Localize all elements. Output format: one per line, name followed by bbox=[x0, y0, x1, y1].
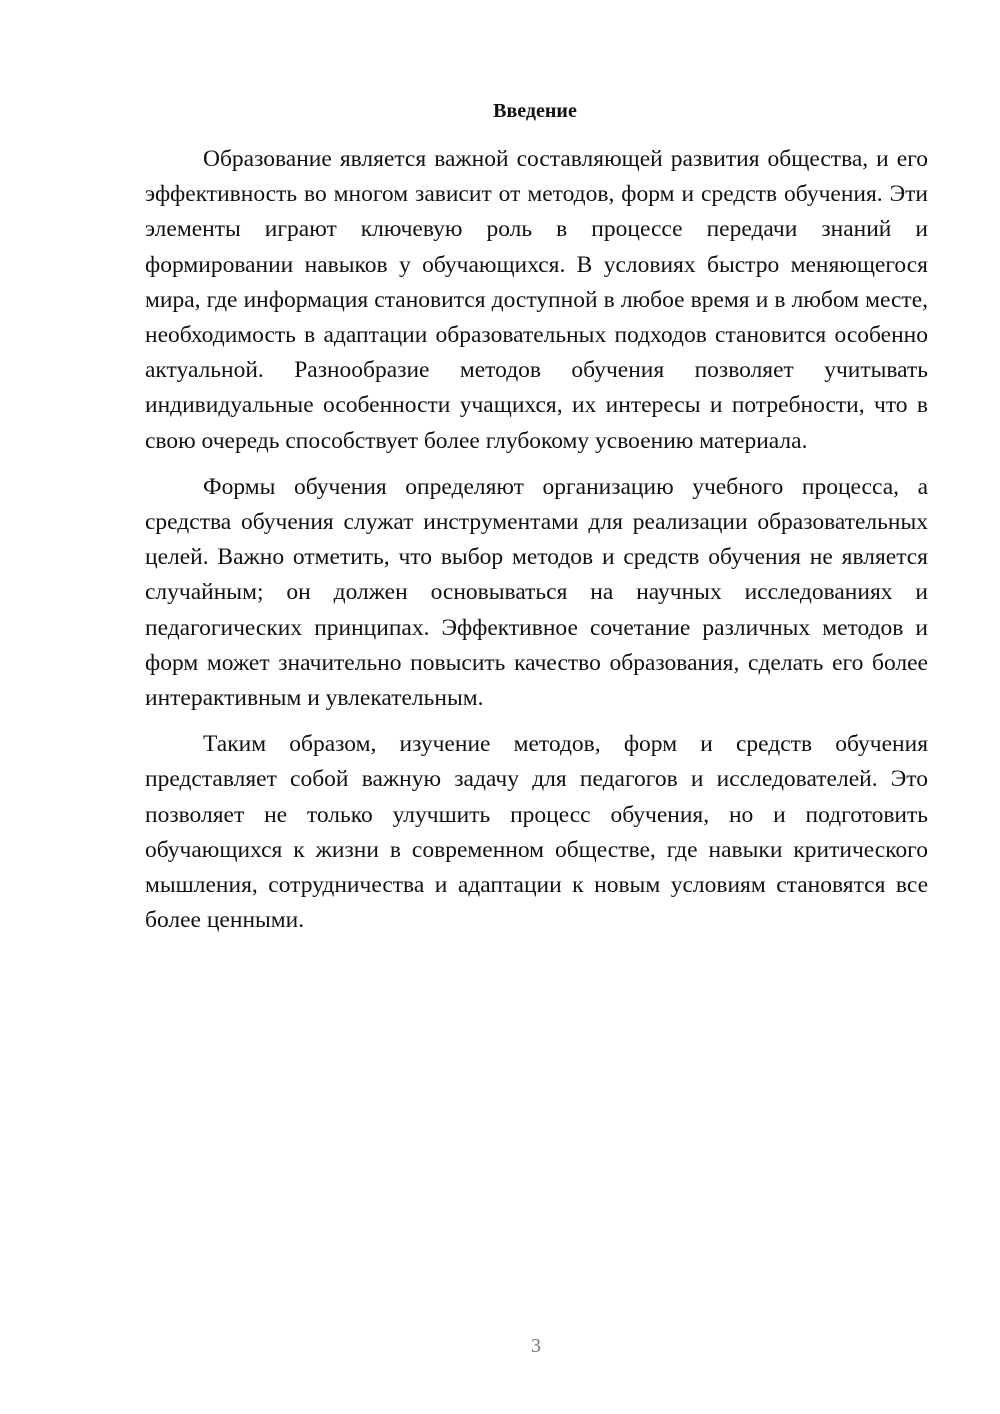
paragraph-2: Формы обучения определяют организацию учебного процесса, а средства обучения служат инструментами для реализации образовательных целей. Важно отметить, что выбор методов и средств обучения не является случайным; он должен основываться на научных исследованиях и педагогических принципах. Эффективное сочетание различных методов и форм может значительно повысить качество образования, сделать его более интерактивным и увлекательным. bbox=[145, 473, 928, 712]
paragraph-1: Образование является важной составляющей развития общества, и его эффективность во многом зависит от методов, форм и средств обучения. Эти элементы играют ключевую роль в процессе передачи знаний и формировании навыков у обучающихся. В условиях быстро меняющегося мира, где информация становится доступной в любое время и в любом месте, необходимость в адаптации образовательных подходов становится особенно актуальной. Разнообразие методов обучения позволяет учитывать индивидуальные особенности учащихся, их интересы и потребности, что в свою очередь способствует более глубокому усвоению материала. bbox=[145, 146, 928, 454]
page-number: 3 bbox=[531, 1335, 541, 1357]
section-title: Введение bbox=[493, 100, 577, 122]
body-text bbox=[145, 142, 928, 938]
paragraph-3: Таким образом, изучение методов, форм и средств обучения представляет собой важную задачу для педагогов и исследователей. Это позволяет не только улучшить процесс обучения, но и подготовить обучающихся к жизни в современном обществе, где навыки критического мышления, сотрудничества и адаптации к новым условиям становятся все более ценными. bbox=[145, 731, 928, 934]
